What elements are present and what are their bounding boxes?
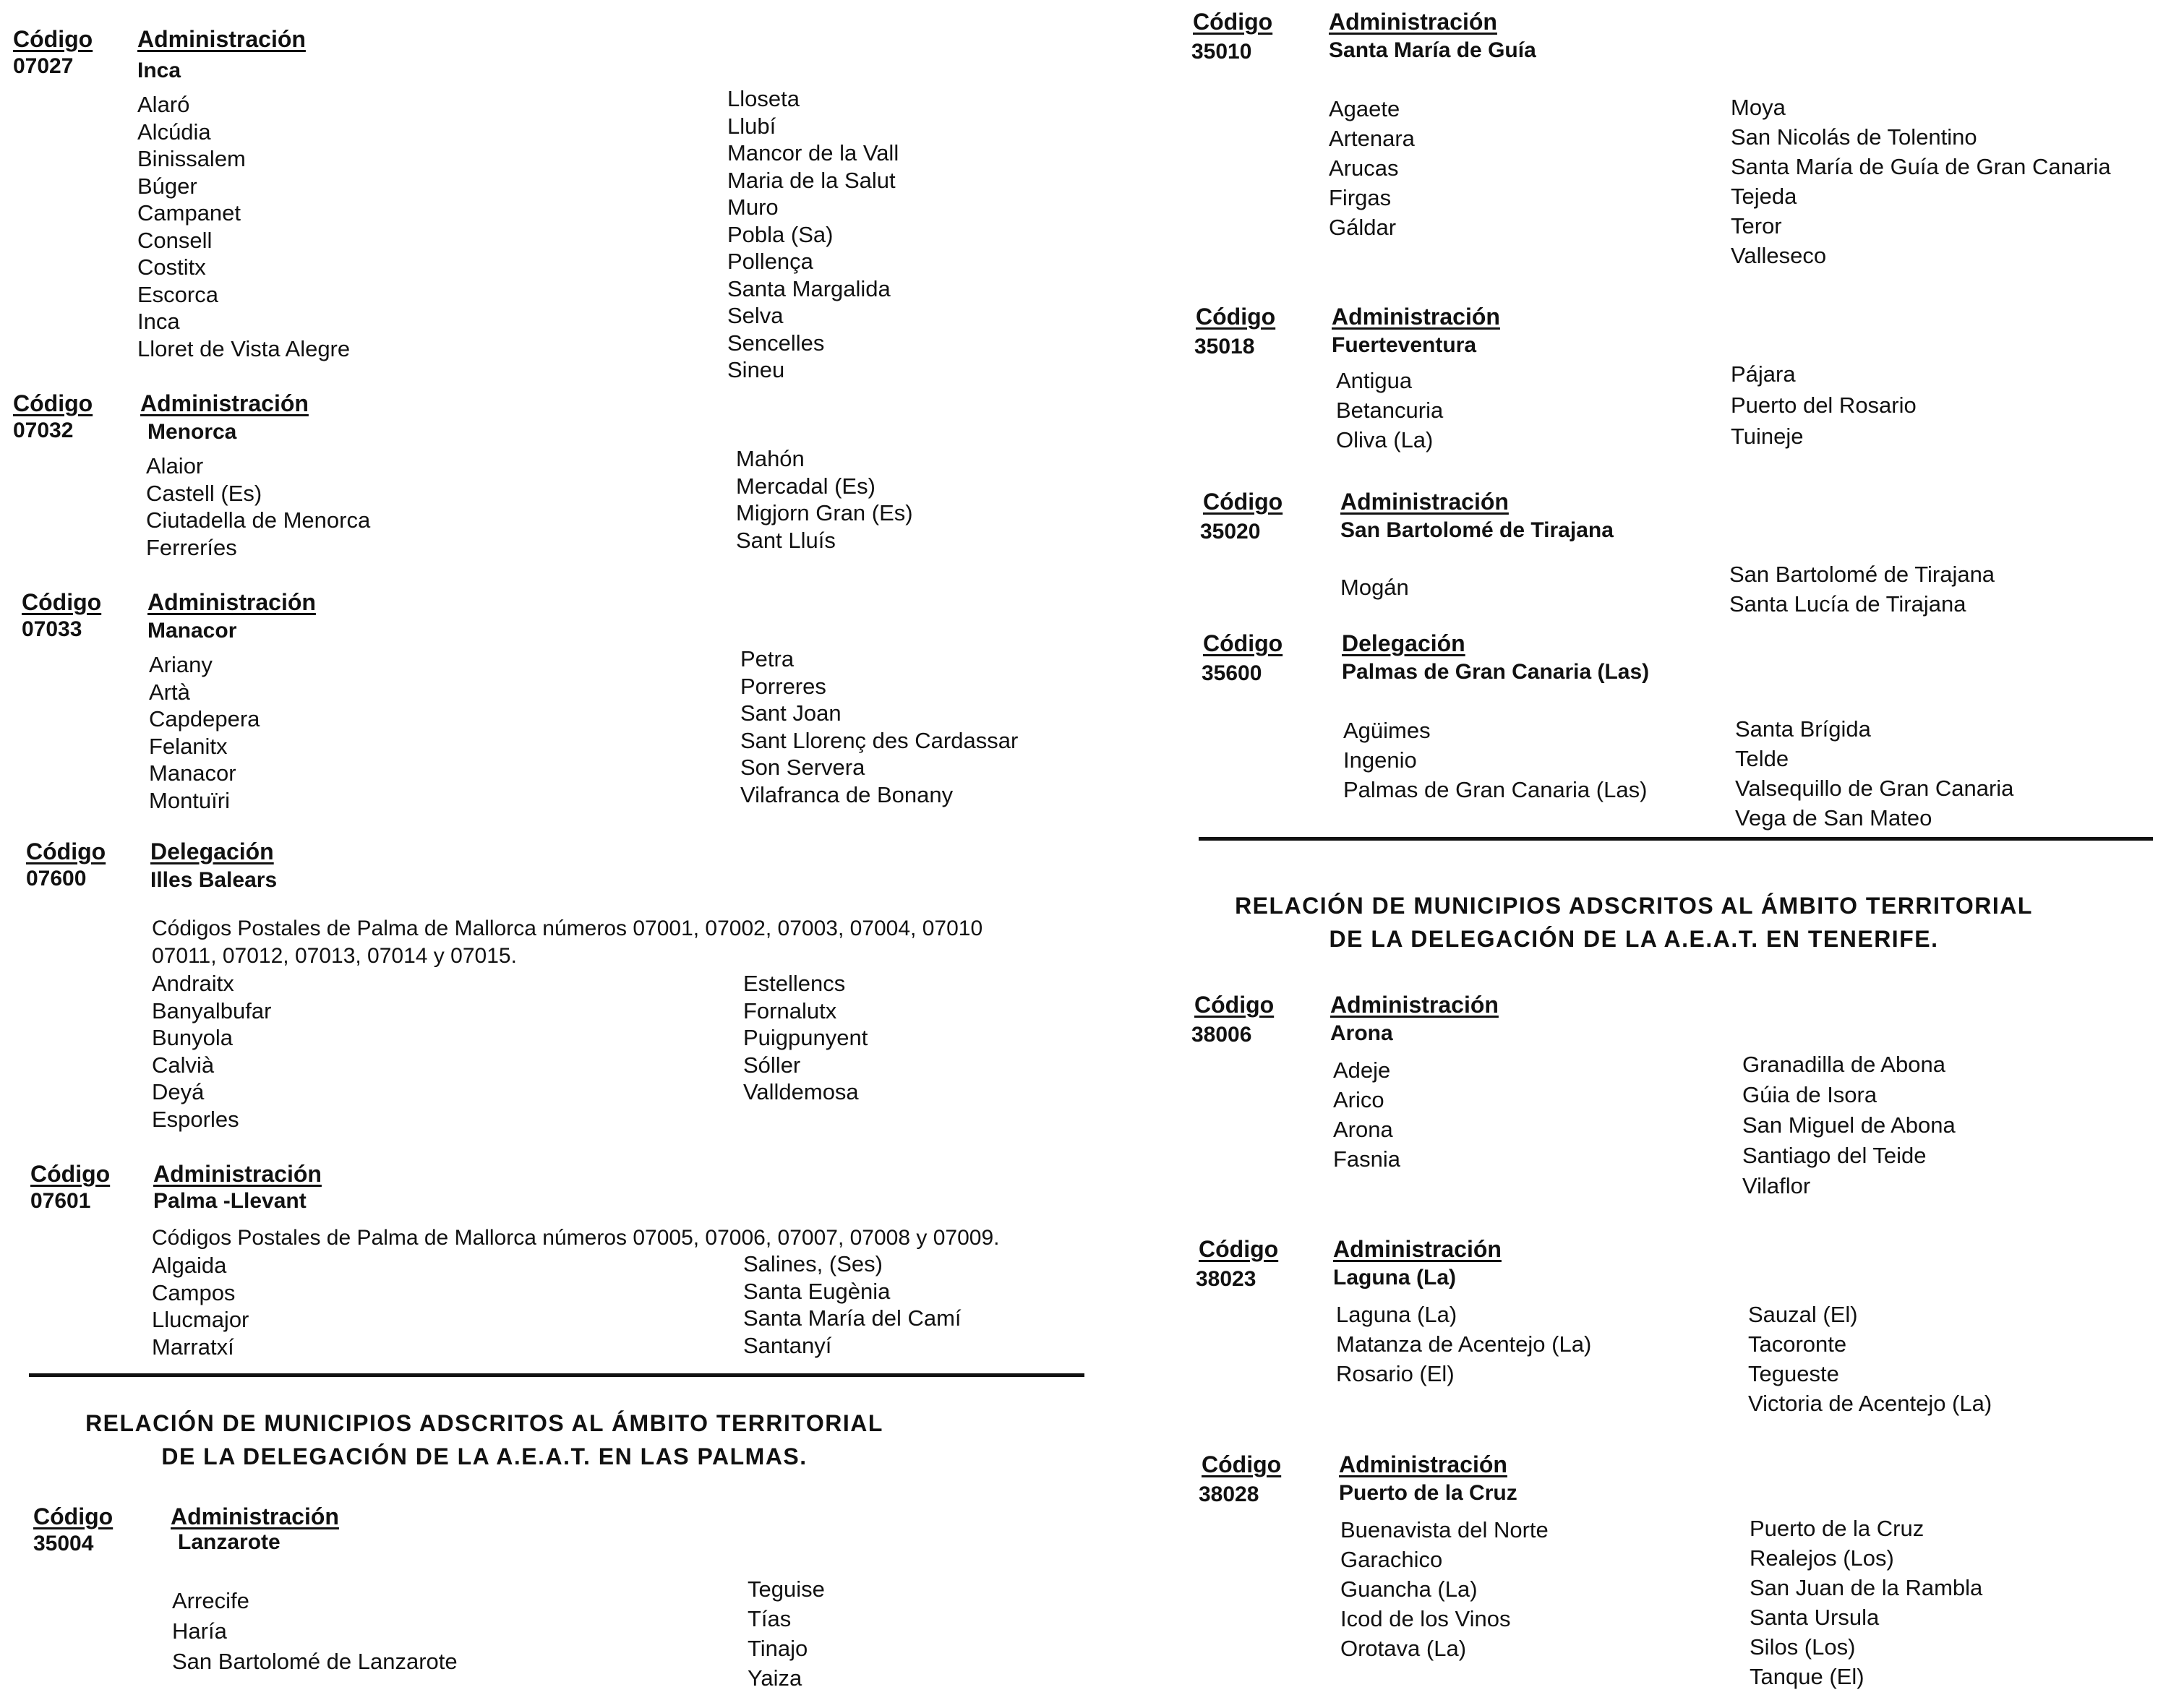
las-palmas-heading xyxy=(72,1407,896,1473)
municipality-list-col2 xyxy=(1742,1050,1956,1201)
list-item: Valldemosa xyxy=(743,1079,859,1104)
list-item: Granadilla de Abona xyxy=(1742,1052,1945,1077)
list-item: Banyalbufar xyxy=(152,997,272,1023)
list-item: Porreres xyxy=(740,673,826,699)
list-item: Arona xyxy=(1333,1117,1393,1142)
section-name: Fuerteventura xyxy=(1332,333,1477,357)
section-kind: Administración xyxy=(171,1503,339,1529)
section-name: San Bartolomé de Tirajana xyxy=(1340,518,1614,542)
list-item: Muro xyxy=(727,194,779,220)
list-item: Tacoronte xyxy=(1748,1331,1847,1357)
list-item: Vilafranca de Bonany xyxy=(740,781,954,807)
municipality-list-col1 xyxy=(152,970,271,1133)
section-kind: Administración xyxy=(1332,304,1500,330)
section-code: 38028 xyxy=(1199,1482,1259,1506)
list-item: Sant Lluís xyxy=(736,527,836,553)
postal-codes-note: Códigos Postales de Palma de Mallorca números 07001, 07002, 07003, 07004, 07010 xyxy=(152,917,983,940)
list-item: Manacor xyxy=(149,760,236,786)
list-item: Pájara xyxy=(1731,361,1796,387)
section-name: Manacor xyxy=(147,619,237,643)
list-item: Oliva (La) xyxy=(1336,427,1434,452)
municipality-list-col2 xyxy=(1735,714,2013,833)
list-item: Firgas xyxy=(1329,185,1392,210)
list-item: San Nicolás de Tolentino xyxy=(1731,124,1977,150)
list-item: Moya xyxy=(1731,95,1786,120)
list-item: Agüimes xyxy=(1343,718,1431,743)
list-item: Ciutadella de Menorca xyxy=(146,507,371,533)
list-item: Vilaflor xyxy=(1742,1173,1811,1198)
list-item: Fornalutx xyxy=(743,997,837,1023)
list-item: Pollença xyxy=(727,249,813,274)
municipality-list-col2 xyxy=(1731,93,2111,270)
list-item: Lloret de Vista Alegre xyxy=(137,335,351,361)
municipality-list-col1 xyxy=(1336,1300,1591,1389)
codigo-label: Código xyxy=(33,1503,114,1529)
list-item: Bunyola xyxy=(152,1025,234,1050)
list-item: Silos (Los) xyxy=(1750,1634,1856,1660)
section-kind: Administración xyxy=(153,1161,322,1187)
municipality-list-col1 xyxy=(137,91,350,362)
section-kind: Administración xyxy=(1333,1236,1502,1262)
section-name: Santa María de Guía xyxy=(1329,38,1536,62)
list-item: Ingenio xyxy=(1343,747,1417,773)
list-item: Sant Llorenç des Cardassar xyxy=(740,727,1019,753)
municipality-list-col2 xyxy=(1729,559,1995,619)
list-item: Gáldar xyxy=(1329,215,1397,240)
tenerife-heading xyxy=(1215,889,2053,956)
list-item: Arucas xyxy=(1329,155,1399,181)
list-item: Tinajo xyxy=(748,1636,808,1661)
list-item: Estellencs xyxy=(743,971,846,996)
section-kind: Administración xyxy=(1330,992,1499,1018)
municipality-list-col1 xyxy=(1329,94,1415,242)
section-code: 35004 xyxy=(33,1532,94,1555)
municipality-list-col1 xyxy=(152,1252,249,1360)
section-divider xyxy=(29,1373,1084,1377)
codigo-label: Código xyxy=(26,838,106,864)
heading-line: RELACIÓN DE MUNICIPIOS ADSCRITOS AL ÁMBITO TERRITORIAL xyxy=(85,1410,883,1436)
section-code: 07600 xyxy=(26,867,87,891)
list-item: Valleseco xyxy=(1731,243,1827,268)
list-item: Llucmajor xyxy=(152,1307,249,1332)
list-item: Santa Eugènia xyxy=(743,1278,891,1304)
list-item: Santa Lucía de Tirajana xyxy=(1729,591,1966,617)
heading-line: DE LA DELEGACIÓN DE LA A.E.A.T. EN TENERIFE. xyxy=(1329,926,1939,952)
municipality-list-col2 xyxy=(1748,1300,1992,1418)
municipality-list-col2 xyxy=(743,1250,962,1359)
list-item: Lloseta xyxy=(727,86,800,111)
heading-line: DE LA DELEGACIÓN DE LA A.E.A.T. EN LAS PALMAS. xyxy=(161,1443,808,1469)
municipality-list-col2 xyxy=(748,1574,825,1693)
list-item: Consell xyxy=(137,227,213,253)
right-column xyxy=(1186,0,2154,1708)
list-item: Adeje xyxy=(1333,1057,1391,1083)
municipality-list-col2 xyxy=(736,445,913,554)
list-item: Binissalem xyxy=(137,146,246,171)
section-name: Laguna (La) xyxy=(1333,1266,1456,1289)
list-item: Mogán xyxy=(1340,575,1409,600)
list-item: Santa Margalida xyxy=(727,275,891,301)
list-item: Sineu xyxy=(727,357,785,382)
list-item: Puigpunyent xyxy=(743,1025,868,1050)
section-code: 38023 xyxy=(1196,1267,1256,1291)
codigo-label: Código xyxy=(22,589,102,615)
list-item: Felanitx xyxy=(149,733,228,759)
municipality-list-col1 xyxy=(1340,574,1409,601)
list-item: San Miguel de Abona xyxy=(1742,1112,1956,1138)
list-item: Ariany xyxy=(149,652,213,677)
municipality-list-col2 xyxy=(727,85,899,384)
list-item: Capdepera xyxy=(149,706,260,731)
municipality-list-col2 xyxy=(1750,1514,1982,1691)
list-item: Artà xyxy=(149,679,190,705)
list-item: Orotava (La) xyxy=(1340,1636,1467,1661)
postal-codes-note: 07011, 07012, 07013, 07014 y 07015. xyxy=(152,944,517,968)
list-item: Telde xyxy=(1735,746,1789,771)
codigo-label: Código xyxy=(1202,1451,1282,1477)
list-item: Palmas de Gran Canaria (Las) xyxy=(1343,777,1648,802)
list-item: Migjorn Gran (Es) xyxy=(736,500,913,525)
list-item: Santa Ursula xyxy=(1750,1605,1880,1630)
list-item: Icod de los Vinos xyxy=(1340,1606,1511,1631)
list-item: Campos xyxy=(152,1279,236,1305)
list-item: Tejeda xyxy=(1731,184,1797,209)
municipality-list-col1 xyxy=(1336,366,1443,455)
section-kind: Administración xyxy=(137,26,306,52)
section-code: 07027 xyxy=(13,54,74,78)
codigo-label: Código xyxy=(13,390,93,416)
codigo-label: Código xyxy=(1203,489,1283,515)
section-kind: Administración xyxy=(1340,489,1509,515)
list-item: Alcúdia xyxy=(137,119,211,145)
list-item: Son Servera xyxy=(740,755,865,780)
section-name: Inca xyxy=(137,59,181,82)
list-item: Tías xyxy=(748,1606,792,1631)
list-item: Puerto del Rosario xyxy=(1731,392,1917,418)
list-item: Marratxí xyxy=(152,1334,234,1360)
section-code: 07601 xyxy=(30,1189,91,1213)
list-item: Inca xyxy=(137,309,180,334)
section-name: Palma -Llevant xyxy=(153,1189,307,1213)
list-item: Mercadal (Es) xyxy=(736,473,875,499)
codigo-label: Código xyxy=(1193,9,1273,35)
list-item: Costitx xyxy=(137,254,206,280)
codigo-label: Código xyxy=(1203,630,1283,656)
list-item: Haría xyxy=(172,1618,227,1644)
list-item: Castell (Es) xyxy=(146,480,262,506)
list-item: Santiago del Teide xyxy=(1742,1143,1927,1168)
section-name: Puerto de la Cruz xyxy=(1339,1481,1517,1505)
section-code: 35600 xyxy=(1202,661,1262,685)
list-item: Garachico xyxy=(1340,1547,1443,1572)
list-item: Puerto de la Cruz xyxy=(1750,1516,1924,1541)
list-item: San Juan de la Rambla xyxy=(1750,1575,1983,1600)
heading-line: RELACIÓN DE MUNICIPIOS ADSCRITOS AL ÁMBITO TERRITORIAL xyxy=(1235,893,2033,919)
section-code: 35020 xyxy=(1200,520,1261,544)
list-item: Esporles xyxy=(152,1106,239,1132)
list-item: Artenara xyxy=(1329,126,1415,151)
list-item: Arico xyxy=(1333,1087,1384,1112)
list-item: Sant Joan xyxy=(740,700,842,726)
section-name: Lanzarote xyxy=(178,1530,281,1554)
list-item: San Bartolomé de Lanzarote xyxy=(172,1649,458,1674)
section-divider xyxy=(1199,837,2153,841)
left-column xyxy=(13,0,1076,1708)
section-kind: Administración xyxy=(1339,1451,1507,1477)
list-item: Deyá xyxy=(152,1079,205,1104)
list-item: Alaró xyxy=(137,92,190,117)
list-item: Arrecife xyxy=(172,1588,249,1613)
list-item: Gúia de Isora xyxy=(1742,1082,1877,1107)
list-item: Guancha (La) xyxy=(1340,1576,1478,1602)
list-item: Rosario (El) xyxy=(1336,1361,1455,1386)
list-item: Valsequillo de Gran Canaria xyxy=(1735,776,2014,801)
list-item: Betancuria xyxy=(1336,398,1444,423)
section-code: 35010 xyxy=(1191,40,1252,64)
section-kind: Delegación xyxy=(150,838,274,864)
municipality-list-col2 xyxy=(740,645,1018,808)
list-item: Mahón xyxy=(736,446,805,471)
list-item: Mancor de la Vall xyxy=(727,140,899,166)
section-name: Menorca xyxy=(147,420,237,444)
municipality-list-col1 xyxy=(172,1586,458,1677)
list-item: Vega de San Mateo xyxy=(1735,805,1932,831)
list-item: Agaete xyxy=(1329,96,1400,121)
list-item: Victoria de Acentejo (La) xyxy=(1748,1391,1992,1416)
section-kind: Administración xyxy=(147,589,316,615)
list-item: Matanza de Acentejo (La) xyxy=(1336,1331,1592,1357)
list-item: Montuïri xyxy=(149,787,230,813)
list-item: San Bartolomé de Tirajana xyxy=(1729,562,1995,587)
list-item: Selva xyxy=(727,303,784,328)
list-item: Alaior xyxy=(146,453,204,479)
municipality-list-col1 xyxy=(1340,1515,1549,1663)
section-kind: Administración xyxy=(140,390,309,416)
list-item: Salines, (Ses) xyxy=(743,1251,883,1276)
list-item: Yaiza xyxy=(748,1665,802,1691)
section-code: 38006 xyxy=(1191,1023,1252,1047)
section-name: Palmas de Gran Canaria (Las) xyxy=(1342,660,1650,684)
list-item: Llubí xyxy=(727,113,776,139)
codigo-label: Código xyxy=(1199,1236,1279,1262)
section-code: 07032 xyxy=(13,419,74,442)
list-item: Ferreríes xyxy=(146,534,237,560)
municipality-list-col1 xyxy=(149,651,260,814)
codigo-label: Código xyxy=(13,26,93,52)
list-item: Tegueste xyxy=(1748,1361,1839,1386)
list-item: Andraitx xyxy=(152,971,234,996)
list-item: Campanet xyxy=(137,200,241,226)
list-item: Santa María de Guía de Gran Canaria xyxy=(1731,154,2111,179)
codigo-label: Código xyxy=(30,1161,111,1187)
postal-codes-note: Códigos Postales de Palma de Mallorca números 07005, 07006, 07007, 07008 y 07009. xyxy=(152,1226,1000,1250)
section-code: 07033 xyxy=(22,617,82,641)
municipality-list-col2 xyxy=(743,970,868,1106)
list-item: Buenavista del Norte xyxy=(1340,1517,1549,1542)
list-item: Escorca xyxy=(137,281,218,307)
municipality-list-col2 xyxy=(1731,359,1917,452)
section-kind: Delegación xyxy=(1342,630,1465,656)
list-item: Laguna (La) xyxy=(1336,1302,1457,1327)
list-item: Algaida xyxy=(152,1253,227,1278)
list-item: Sauzal (El) xyxy=(1748,1302,1858,1327)
list-item: Sencelles xyxy=(727,330,825,356)
list-item: Santanyí xyxy=(743,1332,832,1358)
section-kind: Administración xyxy=(1329,9,1497,35)
list-item: Sóller xyxy=(743,1052,801,1078)
list-item: Realejos (Los) xyxy=(1750,1545,1894,1571)
list-item: Petra xyxy=(740,646,795,671)
section-name: Illes Balears xyxy=(150,868,278,892)
list-item: Búger xyxy=(137,173,197,199)
list-item: Santa María del Camí xyxy=(743,1305,962,1331)
list-item: Teror xyxy=(1731,213,1782,239)
municipality-list-col1 xyxy=(1343,716,1647,804)
list-item: Antigua xyxy=(1336,368,1413,393)
list-item: Tanque (El) xyxy=(1750,1664,1864,1689)
list-item: Fasnia xyxy=(1333,1146,1401,1172)
codigo-label: Código xyxy=(1194,992,1275,1018)
list-item: Tuineje xyxy=(1731,424,1804,449)
list-item: Santa Brígida xyxy=(1735,716,1871,742)
section-name: Arona xyxy=(1330,1021,1393,1045)
municipality-list-col1 xyxy=(1333,1055,1400,1174)
list-item: Maria de la Salut xyxy=(727,167,896,193)
section-code: 35018 xyxy=(1194,335,1255,359)
list-item: Teguise xyxy=(748,1576,825,1602)
list-item: Pobla (Sa) xyxy=(727,221,834,247)
list-item: Calvià xyxy=(152,1052,215,1078)
municipality-list-col1 xyxy=(146,452,370,561)
codigo-label: Código xyxy=(1196,304,1276,330)
